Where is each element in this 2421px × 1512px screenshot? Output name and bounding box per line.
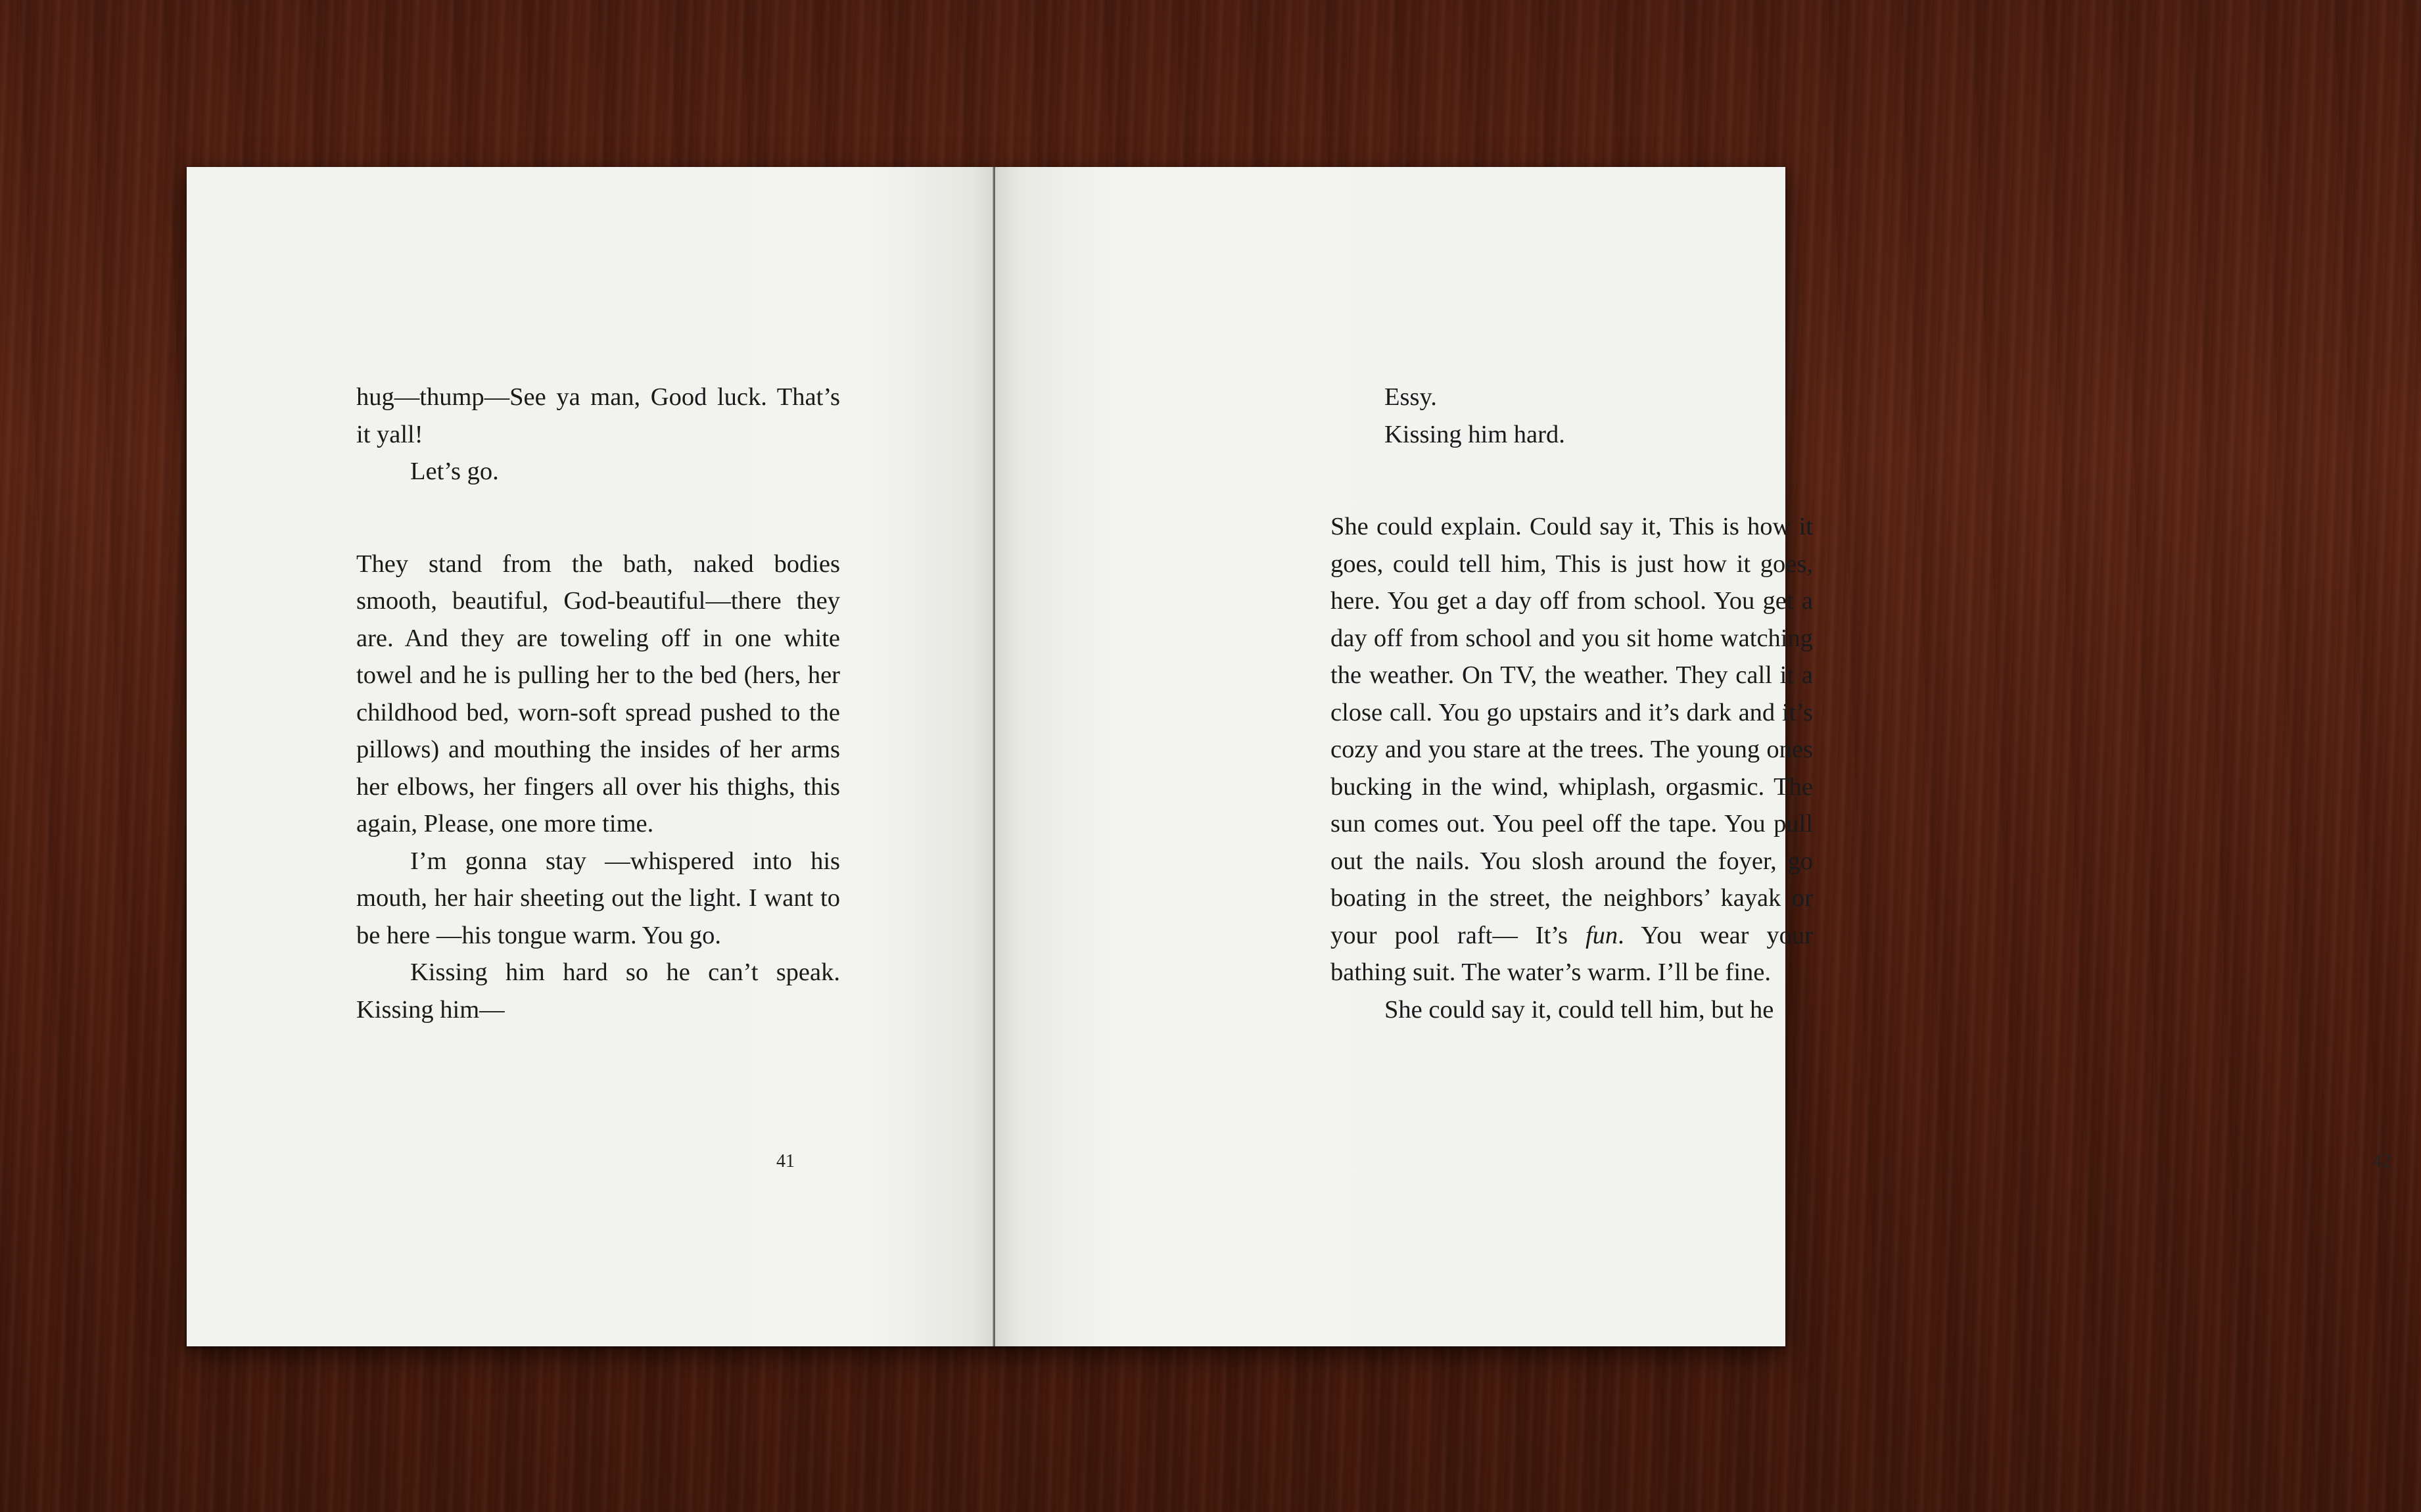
paragraph: Essy. (1384, 383, 1437, 411)
left-page (187, 167, 994, 1346)
open-book (187, 167, 2391, 1346)
paragraph-text: . You wear your bathing suit. The water’s warm. I’ll be fine. (1330, 921, 1813, 986)
paragraph (1330, 508, 1813, 991)
italic-emphasis: fun (1585, 921, 1618, 949)
page-number: 41 (776, 1151, 795, 1171)
paragraph: I’m gonna stay —whispered into his mouth, her hair sheeting out the light. I want to be here —his tongue warm. You go. (356, 847, 840, 949)
paragraph: Kissing him hard so he can’t speak. Kissing him— (356, 958, 840, 1024)
paragraph-text: She could explain. Could say it, This is how it goes, could tell him, This is just how it goes, here. You get a day off from school. You get a day off from school and you sit home watching the weather. On TV, the weather. They call it a close call. You go upstairs and it’s dark and it’s cozy and you stare at the trees. The young ones bucking in the wind, whiplash, orgasmic. The sun comes out. You peel off the tape. You pull out the nails. You slosh around the foyer, go boating in the street, the neighbors’ kayak or your pool raft— It’s (1330, 513, 1813, 949)
right-page-text (1330, 379, 1813, 1028)
page-number: 42 (2372, 1151, 2391, 1171)
paragraph: Let’s go. (410, 458, 499, 485)
paragraph: Kissing him hard. (1384, 420, 1565, 448)
right-page (995, 167, 2391, 1346)
paragraph: She could say it, could tell him, but he (1384, 995, 1774, 1024)
left-page-text (356, 379, 840, 1028)
section-break (356, 490, 840, 546)
section-break (1330, 453, 1813, 508)
paragraph: hug—thump—See ya man, Good luck. That’s it yall! (356, 383, 840, 448)
paragraph: They stand from the bath, naked bodies smooth, beautiful, God-beautiful—there they are. And they are toweling off in one white towel and he is pulling her to the bed (hers, her childhood bed, worn-soft spread pushed to the pillows) and mouthing the insides of her arms her elbows, her fingers all over his thighs, this again, Please, one more time. (356, 550, 840, 838)
